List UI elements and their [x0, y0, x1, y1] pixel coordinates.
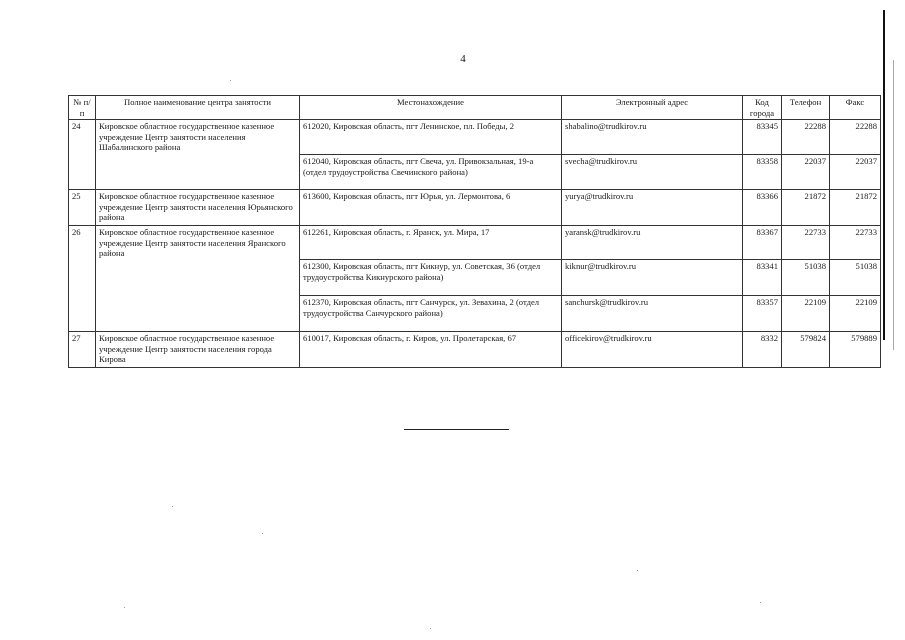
scan-speck — [637, 570, 638, 571]
fax-cell: 21872 — [830, 190, 881, 226]
phone-cell: 579824 — [782, 332, 830, 368]
header-phone: Телефон — [782, 96, 830, 120]
row-number: 25 — [69, 190, 96, 226]
center-name: Кировское областное государственное казенное учреждение Центр занятости населения Шабалинского района — [96, 120, 300, 190]
location-cell: 610017, Кировская область, г. Киров, ул. Пролетарская, 67 — [300, 332, 562, 368]
location-cell: 612261, Кировская область, г. Яранск, ул. Мира, 17 — [300, 226, 562, 260]
table-row — [69, 226, 881, 260]
location-cell: 613600, Кировская область, пгт Юрья, ул. Лермонтова, 6 — [300, 190, 562, 226]
location-cell: 612300, Кировская область, пгт Кикнур, ул. Советская, 36 (отдел трудоустройства Кикнурского района) — [300, 260, 562, 296]
email-cell: sanchursk@trudkirov.ru — [562, 296, 743, 332]
email-cell: shabalino@trudkirov.ru — [562, 120, 743, 155]
table-row — [69, 332, 881, 368]
scan-speck — [124, 607, 125, 608]
row-number: 27 — [69, 332, 96, 368]
scan-speck — [230, 80, 231, 81]
phone-cell: 22109 — [782, 296, 830, 332]
fax-cell: 22109 — [830, 296, 881, 332]
city-code-cell: 83357 — [743, 296, 782, 332]
city-code-cell: 83367 — [743, 226, 782, 260]
email-cell: officekirov@trudkirov.ru — [562, 332, 743, 368]
phone-cell: 21872 — [782, 190, 830, 226]
email-cell: yurya@trudkirov.ru — [562, 190, 743, 226]
scan-edge-line — [883, 10, 885, 340]
header-code: Код города — [743, 96, 782, 120]
fax-cell: 22733 — [830, 226, 881, 260]
center-name: Кировское областное государственное казенное учреждение Центр занятости населения Юрьянского района — [96, 190, 300, 226]
phone-cell: 51038 — [782, 260, 830, 296]
header-email: Электронный адрес — [562, 96, 743, 120]
header-fax: Факс — [830, 96, 881, 120]
scan-speck — [172, 506, 173, 507]
header-num: № п/п — [69, 96, 96, 120]
table-row — [69, 120, 881, 155]
email-cell: kiknur@trudkirov.ru — [562, 260, 743, 296]
end-of-table-rule — [404, 429, 509, 430]
phone-cell: 22037 — [782, 155, 830, 190]
page-number: 4 — [460, 53, 466, 65]
scan-edge-shadow — [893, 60, 894, 350]
fax-cell: 22288 — [830, 120, 881, 155]
email-cell: svecha@trudkirov.ru — [562, 155, 743, 190]
fax-cell: 22037 — [830, 155, 881, 190]
city-code-cell: 83366 — [743, 190, 782, 226]
center-name: Кировское областное государственное казенное учреждение Центр занятости населения города Кирова — [96, 332, 300, 368]
header-name: Полное наименование центра занятости — [96, 96, 300, 120]
center-name: Кировское областное государственное казенное учреждение Центр занятости населения Яранского района — [96, 226, 300, 332]
row-number: 26 — [69, 226, 96, 332]
phone-cell: 22288 — [782, 120, 830, 155]
city-code-cell: 8332 — [743, 332, 782, 368]
scan-speck — [430, 628, 431, 629]
city-code-cell: 83341 — [743, 260, 782, 296]
city-code-cell: 83345 — [743, 120, 782, 155]
table-header-row — [69, 96, 881, 120]
table-row — [69, 190, 881, 226]
city-code-cell: 83358 — [743, 155, 782, 190]
row-number: 24 — [69, 120, 96, 190]
scan-speck — [262, 533, 263, 534]
header-location: Местонахождение — [300, 96, 562, 120]
location-cell: 612370, Кировская область, пгт Санчурск, ул. Зевахина, 2 (отдел трудоустройства Санчурского района) — [300, 296, 562, 332]
phone-cell: 22733 — [782, 226, 830, 260]
location-cell: 612020, Кировская область, пгт Ленинское, пл. Победы, 2 — [300, 120, 562, 155]
email-cell: yaransk@trudkirov.ru — [562, 226, 743, 260]
location-cell: 612040, Кировская область, пгт Свеча, ул. Привокзальная, 19-а (отдел трудоустройства Свечинского района) — [300, 155, 562, 190]
scan-speck — [760, 602, 761, 603]
fax-cell: 51038 — [830, 260, 881, 296]
employment-centers-table — [68, 95, 881, 368]
fax-cell: 579889 — [830, 332, 881, 368]
